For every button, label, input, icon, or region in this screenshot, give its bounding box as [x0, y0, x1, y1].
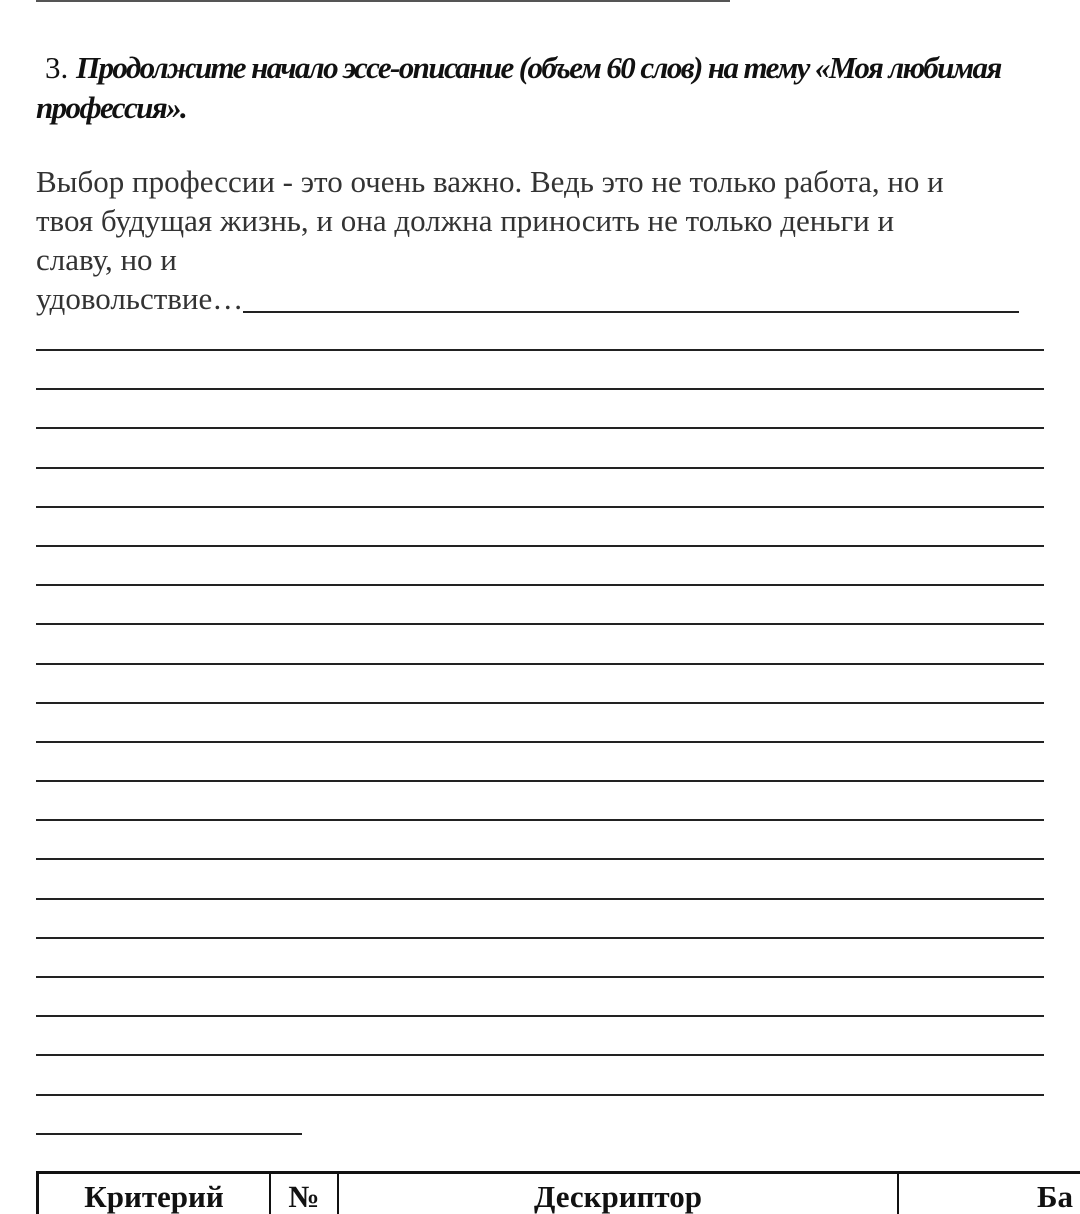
top-divider-line — [36, 0, 730, 2]
answer-line[interactable] — [36, 584, 1044, 586]
answer-line[interactable] — [36, 349, 1044, 351]
answer-line[interactable] — [36, 1133, 302, 1135]
essay-start — [36, 162, 1046, 318]
answer-line[interactable] — [36, 663, 1044, 665]
answer-line[interactable] — [36, 506, 1044, 508]
answer-line[interactable] — [36, 858, 1044, 860]
answer-line[interactable] — [36, 898, 1044, 900]
answer-line[interactable] — [36, 467, 1044, 469]
task-prompt: Продолжите начало эссе-описание (объем 60 слов) на тему «Моя любимая профессия». — [36, 50, 1001, 125]
essay-last-word: удовольствие… — [36, 281, 244, 316]
answer-line[interactable] — [36, 780, 1044, 782]
rubric-header-criterion: Критерий — [39, 1174, 271, 1214]
answer-line[interactable] — [36, 388, 1044, 390]
answer-line[interactable] — [243, 311, 1019, 313]
rubric-header-descriptor: Дескриптор — [339, 1174, 899, 1214]
essay-line: славу, но и — [36, 242, 177, 277]
task-heading — [36, 48, 1046, 128]
answer-line[interactable] — [36, 819, 1044, 821]
answer-line[interactable] — [36, 427, 1044, 429]
essay-line: твоя будущая жизнь, и она должна приносить не только деньги и — [36, 203, 895, 238]
task-number: 3. — [45, 50, 69, 85]
essay-line: Выбор профессии - это очень важно. Ведь это не только работа, но и — [36, 164, 944, 199]
answer-lines — [36, 349, 1044, 1172]
essay-last-line — [36, 279, 1046, 318]
answer-line[interactable] — [36, 702, 1044, 704]
answer-line[interactable] — [36, 545, 1044, 547]
answer-line[interactable] — [36, 1054, 1044, 1056]
rubric-header-number: № — [271, 1174, 339, 1214]
answer-line[interactable] — [36, 741, 1044, 743]
answer-line[interactable] — [36, 1015, 1044, 1017]
answer-line[interactable] — [36, 937, 1044, 939]
answer-line[interactable] — [36, 623, 1044, 625]
answer-line[interactable] — [36, 976, 1044, 978]
answer-line[interactable] — [36, 1094, 1044, 1096]
rubric-header-score: Ба — [1037, 1179, 1073, 1214]
